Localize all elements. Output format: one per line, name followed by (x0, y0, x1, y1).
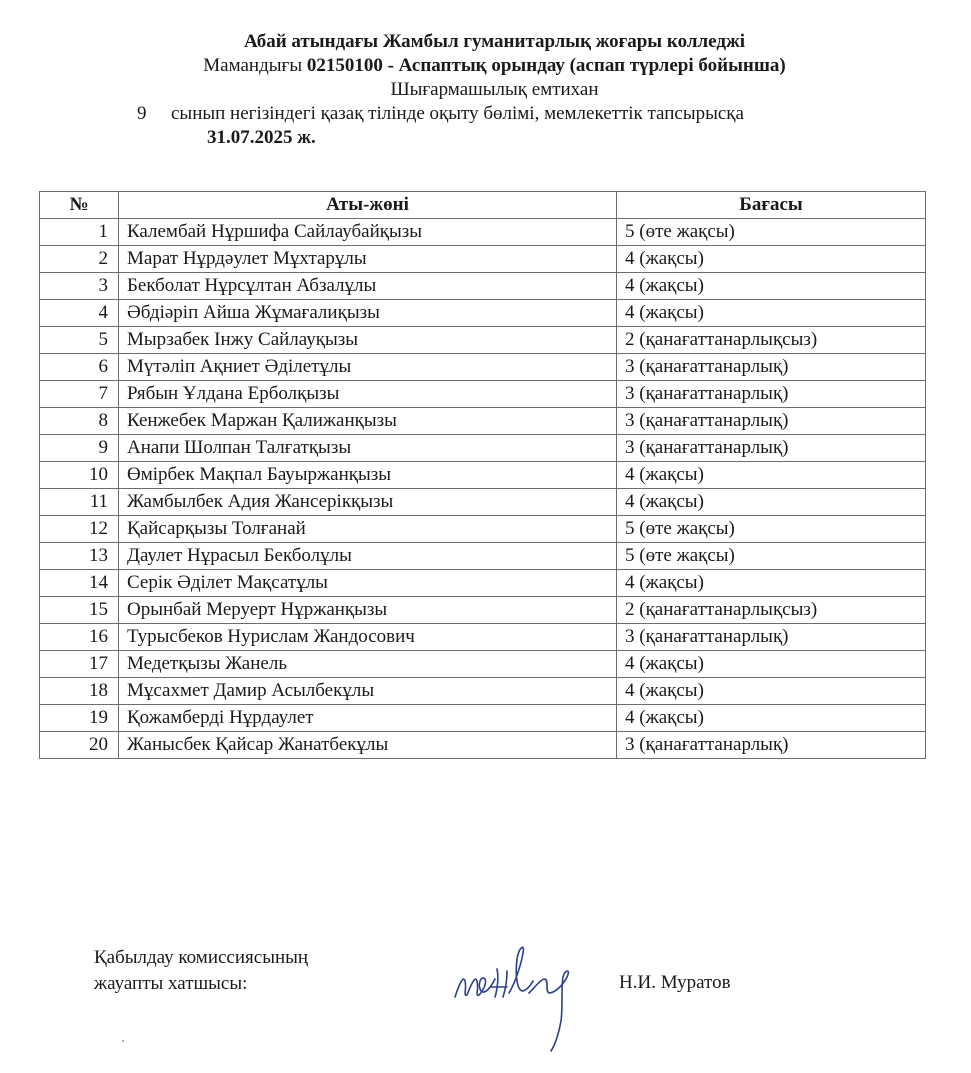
row-number: 20 (40, 732, 119, 759)
table-row (40, 516, 926, 543)
table-row (40, 678, 926, 705)
student-grade: 4 (жақсы) (617, 489, 926, 516)
row-number: 16 (40, 624, 119, 651)
table-header-row (40, 192, 926, 219)
table-row (40, 246, 926, 273)
table-row (40, 651, 926, 678)
student-name: Өмірбек Мақпал Бауыржанқызы (119, 462, 617, 489)
student-name: Мұсахмет Дамир Асылбекұлы (119, 678, 617, 705)
student-name: Кенжебек Маржан Қалижанқызы (119, 408, 617, 435)
row-number: 5 (40, 327, 119, 354)
student-grade: 5 (өте жақсы) (617, 543, 926, 570)
table-row (40, 732, 926, 759)
row-number: 7 (40, 381, 119, 408)
group-line (0, 102, 971, 126)
exam-date: 31.07.2025 ж. (207, 127, 316, 148)
student-name: Турысбеков Нурислам Жандосович (119, 624, 617, 651)
student-name: Медетқызы Жанель (119, 651, 617, 678)
student-grade: 4 (жақсы) (617, 462, 926, 489)
exam-title: Шығармашылық емтихан (390, 79, 599, 100)
student-grade: 4 (жақсы) (617, 678, 926, 705)
student-name: Даулет Нұрасыл Бекболұлы (119, 543, 617, 570)
student-grade: 5 (өте жақсы) (617, 516, 926, 543)
table-row (40, 597, 926, 624)
table-row (40, 354, 926, 381)
specialty-code: 02150100 - Аспаптық орындау (аспап түрлері бойынша) (306, 55, 786, 76)
row-number: 14 (40, 570, 119, 597)
column-header-grade: Бағасы (617, 192, 926, 219)
student-grade: 3 (қанағаттанарлық) (617, 381, 926, 408)
signer-role-line1: Қабылдау комиссиясының (94, 947, 309, 968)
row-number: 17 (40, 651, 119, 678)
table-row (40, 462, 926, 489)
student-name: Калембай Нұршифа Сайлаубайқызы (119, 219, 617, 246)
student-grade: 4 (жақсы) (617, 705, 926, 732)
student-grade: 3 (қанағаттанарлық) (617, 435, 926, 462)
row-number: 3 (40, 273, 119, 300)
row-number: 6 (40, 354, 119, 381)
results-table (39, 191, 926, 759)
student-grade: 3 (қанағаттанарлық) (617, 354, 926, 381)
signer-name: Н.И. Муратов (619, 972, 731, 993)
student-grade: 4 (жақсы) (617, 570, 926, 597)
student-grade: 5 (өте жақсы) (617, 219, 926, 246)
row-number: 11 (40, 489, 119, 516)
student-grade: 2 (қанағаттанарлықсыз) (617, 597, 926, 624)
student-name: Жамбылбек Адия Жансерікқызы (119, 489, 617, 516)
student-name: Марат Нұрдәулет Мұхтарұлы (119, 246, 617, 273)
student-grade: 2 (қанағаттанарлықсыз) (617, 327, 926, 354)
table-row (40, 435, 926, 462)
signer-role-line2: жауапты хатшысы: (94, 973, 248, 994)
specialty-line (0, 54, 971, 78)
document-header (0, 30, 971, 150)
table-row (40, 381, 926, 408)
table-row (40, 705, 926, 732)
table-row (40, 327, 926, 354)
row-number: 15 (40, 597, 119, 624)
group-description: сынып негізіндегі қазақ тілінде оқыту бөлімі, мемлекеттік тапсырысқа (171, 103, 744, 124)
row-number: 12 (40, 516, 119, 543)
student-grade: 3 (қанағаттанарлық) (617, 624, 926, 651)
student-name: Әбдіәріп Айша Жұмағалиқызы (119, 300, 617, 327)
grade-number: 9 (137, 103, 147, 124)
row-number: 9 (40, 435, 119, 462)
student-grade: 3 (қанағаттанарлық) (617, 408, 926, 435)
signer-role (94, 945, 308, 997)
row-number: 2 (40, 246, 119, 273)
student-name: Бекболат Нұрсұлтан Абзалұлы (119, 273, 617, 300)
specialty-label: Мамандығы (203, 55, 303, 76)
row-number: 18 (40, 678, 119, 705)
table-row (40, 300, 926, 327)
table-row (40, 489, 926, 516)
column-header-name: Аты-жөні (119, 192, 617, 219)
table-row (40, 543, 926, 570)
row-number: 4 (40, 300, 119, 327)
table-row (40, 273, 926, 300)
student-grade: 4 (жақсы) (617, 651, 926, 678)
handwritten-signature (445, 935, 595, 1055)
row-number: 13 (40, 543, 119, 570)
table-row (40, 219, 926, 246)
student-name: Мырзабек Інжу Сайлауқызы (119, 327, 617, 354)
row-number: 19 (40, 705, 119, 732)
table-row (40, 570, 926, 597)
table-row (40, 624, 926, 651)
student-grade: 4 (жақсы) (617, 246, 926, 273)
student-grade: 4 (жақсы) (617, 300, 926, 327)
row-number: 10 (40, 462, 119, 489)
student-name: Қожамберді Нұрдаулет (119, 705, 617, 732)
row-number: 8 (40, 408, 119, 435)
student-grade: 3 (қанағаттанарлық) (617, 732, 926, 759)
student-name: Анапи Шолпан Талғатқызы (119, 435, 617, 462)
college-title: Абай атындағы Жамбыл гуманитарлық жоғары колледжі (243, 31, 746, 52)
student-name: Рябын Ұлдана Ерболқызы (119, 381, 617, 408)
student-name: Қайсарқызы Толғанай (119, 516, 617, 543)
table-body (40, 219, 926, 759)
table-row (40, 408, 926, 435)
column-header-number: № (40, 192, 119, 219)
row-number: 1 (40, 219, 119, 246)
student-grade: 4 (жақсы) (617, 273, 926, 300)
student-name: Серік Әділет Мақсатұлы (119, 570, 617, 597)
scan-speck (122, 1040, 124, 1042)
student-name: Мүтәліп Ақниет Әділетұлы (119, 354, 617, 381)
student-name: Орынбай Меруерт Нұржанқызы (119, 597, 617, 624)
student-name: Жанысбек Қайсар Жанатбекұлы (119, 732, 617, 759)
